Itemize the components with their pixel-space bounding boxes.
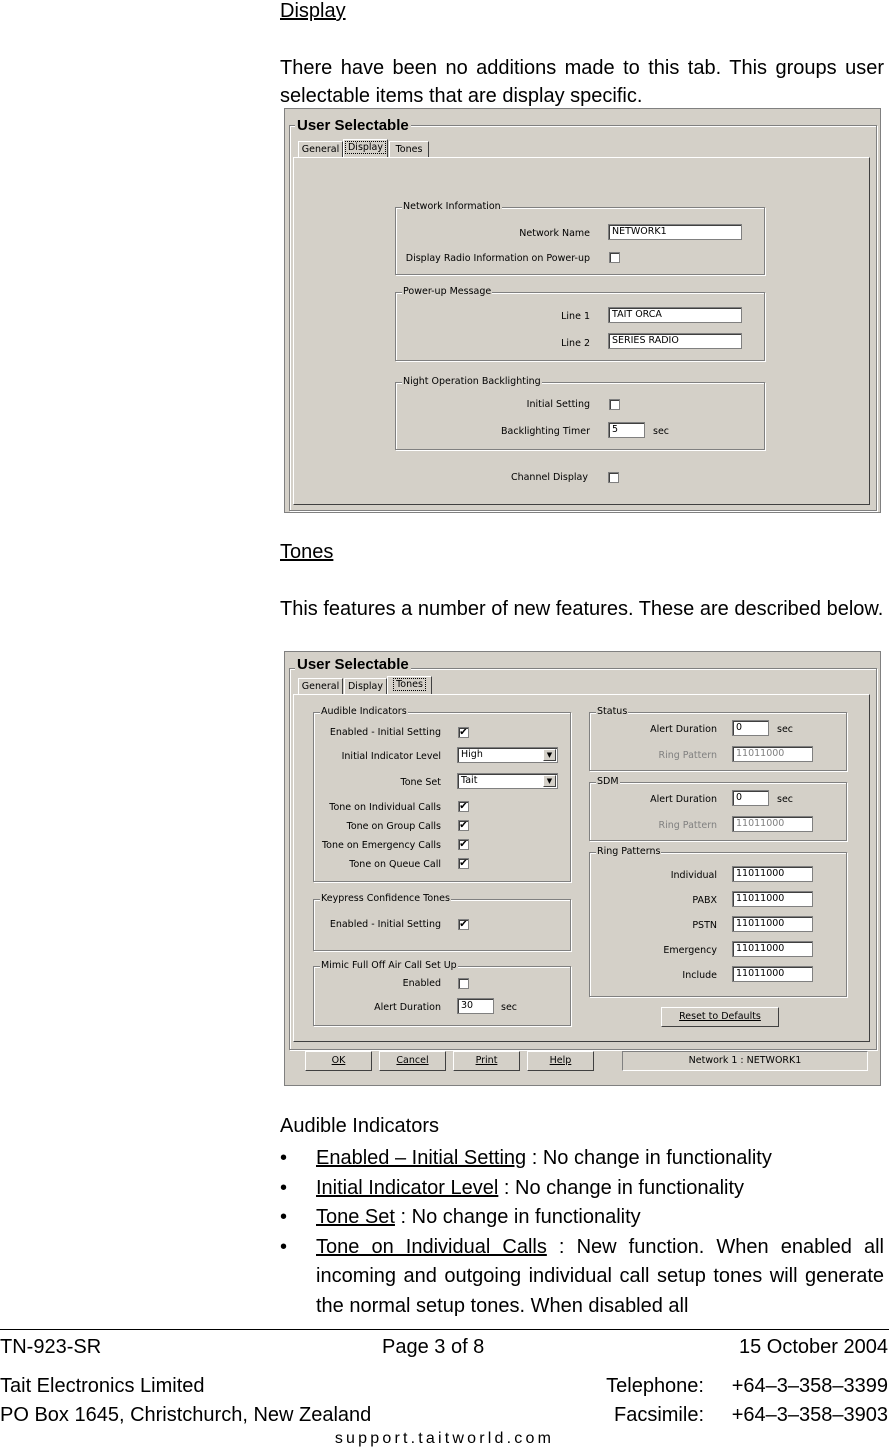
channel-display-checkbox[interactable] (608, 472, 619, 483)
tab-display[interactable]: Display (344, 678, 387, 694)
print-button[interactable]: Print (453, 1051, 520, 1071)
ring-individual-input[interactable]: 11011000 (732, 866, 813, 882)
group-title: Ring Patterns (597, 846, 661, 857)
display-paragraph: There have been no additions made to this tab. This groups user selectable items that are display specific. (280, 57, 884, 107)
tab-general[interactable]: General (298, 141, 343, 157)
status-alert-duration-input[interactable]: 0 (732, 720, 769, 736)
mimic-alert-unit: sec (501, 1002, 518, 1013)
status-ring-pattern-input[interactable]: 11011000 (732, 746, 813, 762)
backlighting-timer-input[interactable]: 5 (608, 422, 645, 438)
tones-heading: Tones (280, 541, 334, 563)
indicator-level-label: Initial Indicator Level (341, 751, 441, 762)
sdm-ring-pattern-label: Ring Pattern (658, 820, 717, 831)
tab-display[interactable]: Display (343, 139, 388, 157)
group-title: Keypress Confidence Tones (321, 893, 450, 904)
sdm-ring-pattern-input[interactable]: 11011000 (732, 816, 813, 832)
tone-emergency-checkbox[interactable]: ✔ (459, 839, 468, 850)
group-title: Audible Indicators (321, 706, 407, 717)
footer-telephone-label: Telephone: (606, 1375, 704, 1397)
line2-input[interactable]: SERIES RADIO (608, 333, 742, 349)
status-alert-duration-label: Alert Duration (650, 724, 717, 735)
footer-divider (0, 1329, 889, 1330)
list-item: • Initial Indicator Level : No change in functionality (280, 1174, 884, 1204)
network-name-input[interactable]: NETWORK1 (608, 224, 742, 240)
mimic-alert-duration-label: Alert Duration (374, 1002, 441, 1013)
line2-label: Line 2 (561, 338, 590, 349)
tone-individual-checkbox[interactable]: ✔ (459, 801, 468, 812)
sdm-alert-duration-input[interactable]: 0 (732, 790, 769, 806)
sdm-group (589, 776, 847, 841)
cancel-button[interactable]: Cancel (379, 1051, 446, 1071)
initial-setting-checkbox[interactable] (609, 399, 620, 410)
keypress-enabled-checkbox[interactable]: ✔ (459, 919, 468, 930)
tone-group-label: Tone on Group Calls (346, 821, 441, 832)
ring-include-label: Include (682, 970, 717, 981)
dialog-title: User Selectable (297, 117, 409, 134)
user-selectable-dialog-display (284, 108, 881, 513)
status-ring-pattern-label: Ring Pattern (658, 750, 717, 761)
channel-display-label: Channel Display (510, 472, 588, 483)
footer-page-number: Page 3 of 8 (382, 1336, 485, 1358)
mimic-full-off-air-group (313, 960, 571, 1026)
status-group (589, 706, 847, 771)
keypress-confidence-group (313, 893, 571, 951)
user-selectable-dialog-tones (284, 651, 881, 1086)
footer-address: PO Box 1645, Christchurch, New Zealand (0, 1404, 372, 1426)
audible-indicators-heading: Audible Indicators (280, 1115, 439, 1137)
ring-pabx-input[interactable]: 11011000 (732, 891, 813, 907)
mimic-alert-duration-input[interactable]: 30 (457, 998, 494, 1014)
display-heading: Display (280, 0, 346, 22)
audible-indicators-group (313, 706, 571, 882)
tone-queue-label: Tone on Queue Call (349, 859, 441, 870)
sdm-alert-duration-label: Alert Duration (650, 794, 717, 805)
ring-pstn-input[interactable]: 11011000 (732, 916, 813, 932)
footer-date: 15 October 2004 (739, 1336, 888, 1358)
display-radio-info-label: Display Radio Information on Power-up (405, 253, 590, 264)
audible-bullet-list (280, 1144, 884, 1321)
tab-tones[interactable]: Tones (387, 676, 432, 694)
footer-company: Tait Electronics Limited (0, 1375, 205, 1397)
mimic-enabled-checkbox[interactable] (458, 978, 469, 989)
tone-set-select[interactable]: Tait ▼ (457, 773, 558, 789)
mimic-enabled-label: Enabled (402, 978, 441, 989)
indicator-level-select[interactable]: High ▼ (457, 747, 558, 763)
audible-enabled-label: Enabled - Initial Setting (329, 727, 441, 738)
footer-facsimile-value: +64–3–358–3903 (731, 1404, 888, 1426)
ring-pabx-label: PABX (692, 895, 717, 906)
footer-facsimile-label: Facsimile: (613, 1404, 704, 1426)
list-item: • Enabled – Initial Setting : No change in functionality (280, 1144, 884, 1174)
ring-patterns-group (589, 846, 847, 997)
group-title: Power-up Message (403, 286, 492, 297)
ring-emergency-input[interactable]: 11011000 (732, 941, 813, 957)
tab-tones[interactable]: Tones (389, 141, 429, 157)
ring-pstn-label: PSTN (692, 920, 717, 931)
tone-set-label: Tone Set (400, 777, 441, 788)
chevron-down-icon: ▼ (543, 775, 556, 787)
tab-general[interactable]: General (298, 678, 343, 694)
tones-paragraph: This features a number of new features. These are described below. (280, 598, 884, 620)
footer-telephone-value: +64–3–358–3399 (731, 1375, 888, 1397)
status-bar: Network 1 : NETWORK1 (622, 1051, 868, 1071)
backlighting-timer-label: Backlighting Timer (501, 426, 590, 437)
chevron-down-icon: ▼ (543, 749, 556, 761)
initial-setting-label: Initial Setting (526, 399, 590, 410)
ok-button[interactable]: OK (305, 1051, 372, 1071)
tone-emergency-label: Tone on Emergency Calls (321, 840, 441, 851)
tone-individual-label: Tone on Individual Calls (329, 802, 441, 813)
help-button[interactable]: Help (527, 1051, 594, 1071)
sdm-alert-unit: sec (777, 794, 794, 805)
list-item: • Tone on Individual Calls : New function. When enabled all incoming and outgoing individual call setup tones will generate the normal setup tones. When disabled all (280, 1233, 884, 1322)
audible-enabled-checkbox[interactable]: ✔ (459, 727, 468, 738)
group-title: SDM (597, 776, 619, 787)
network-information-group (395, 201, 765, 275)
group-title: Mimic Full Off Air Call Set Up (321, 960, 457, 971)
group-title: Network Information (403, 201, 501, 212)
line1-label: Line 1 (561, 311, 590, 322)
tone-queue-checkbox[interactable]: ✔ (459, 858, 468, 869)
night-backlighting-group (395, 376, 765, 450)
display-radio-info-checkbox[interactable] (609, 252, 620, 263)
group-title: Night Operation Backlighting (403, 376, 541, 387)
status-alert-unit: sec (777, 724, 794, 735)
list-item: • Tone Set : No change in functionality (280, 1203, 884, 1233)
footer-doc-id: TN-923-SR (0, 1336, 102, 1358)
timer-unit-label: sec (653, 426, 670, 437)
ring-individual-label: Individual (670, 870, 717, 881)
dialog-title: User Selectable (297, 656, 409, 673)
ring-emergency-label: Emergency (663, 945, 717, 956)
keypress-enabled-label: Enabled - Initial Setting (329, 919, 441, 930)
ring-include-input[interactable]: 11011000 (732, 966, 813, 982)
power-up-message-group (395, 286, 765, 361)
reset-to-defaults-button[interactable]: Reset to Defaults (661, 1007, 779, 1027)
line1-input[interactable]: TAIT ORCA (608, 307, 742, 323)
network-name-label: Network Name (519, 228, 590, 239)
footer-website: support.taitworld.com (334, 1430, 555, 1447)
tone-group-checkbox[interactable]: ✔ (459, 820, 468, 831)
group-title: Status (597, 706, 628, 717)
